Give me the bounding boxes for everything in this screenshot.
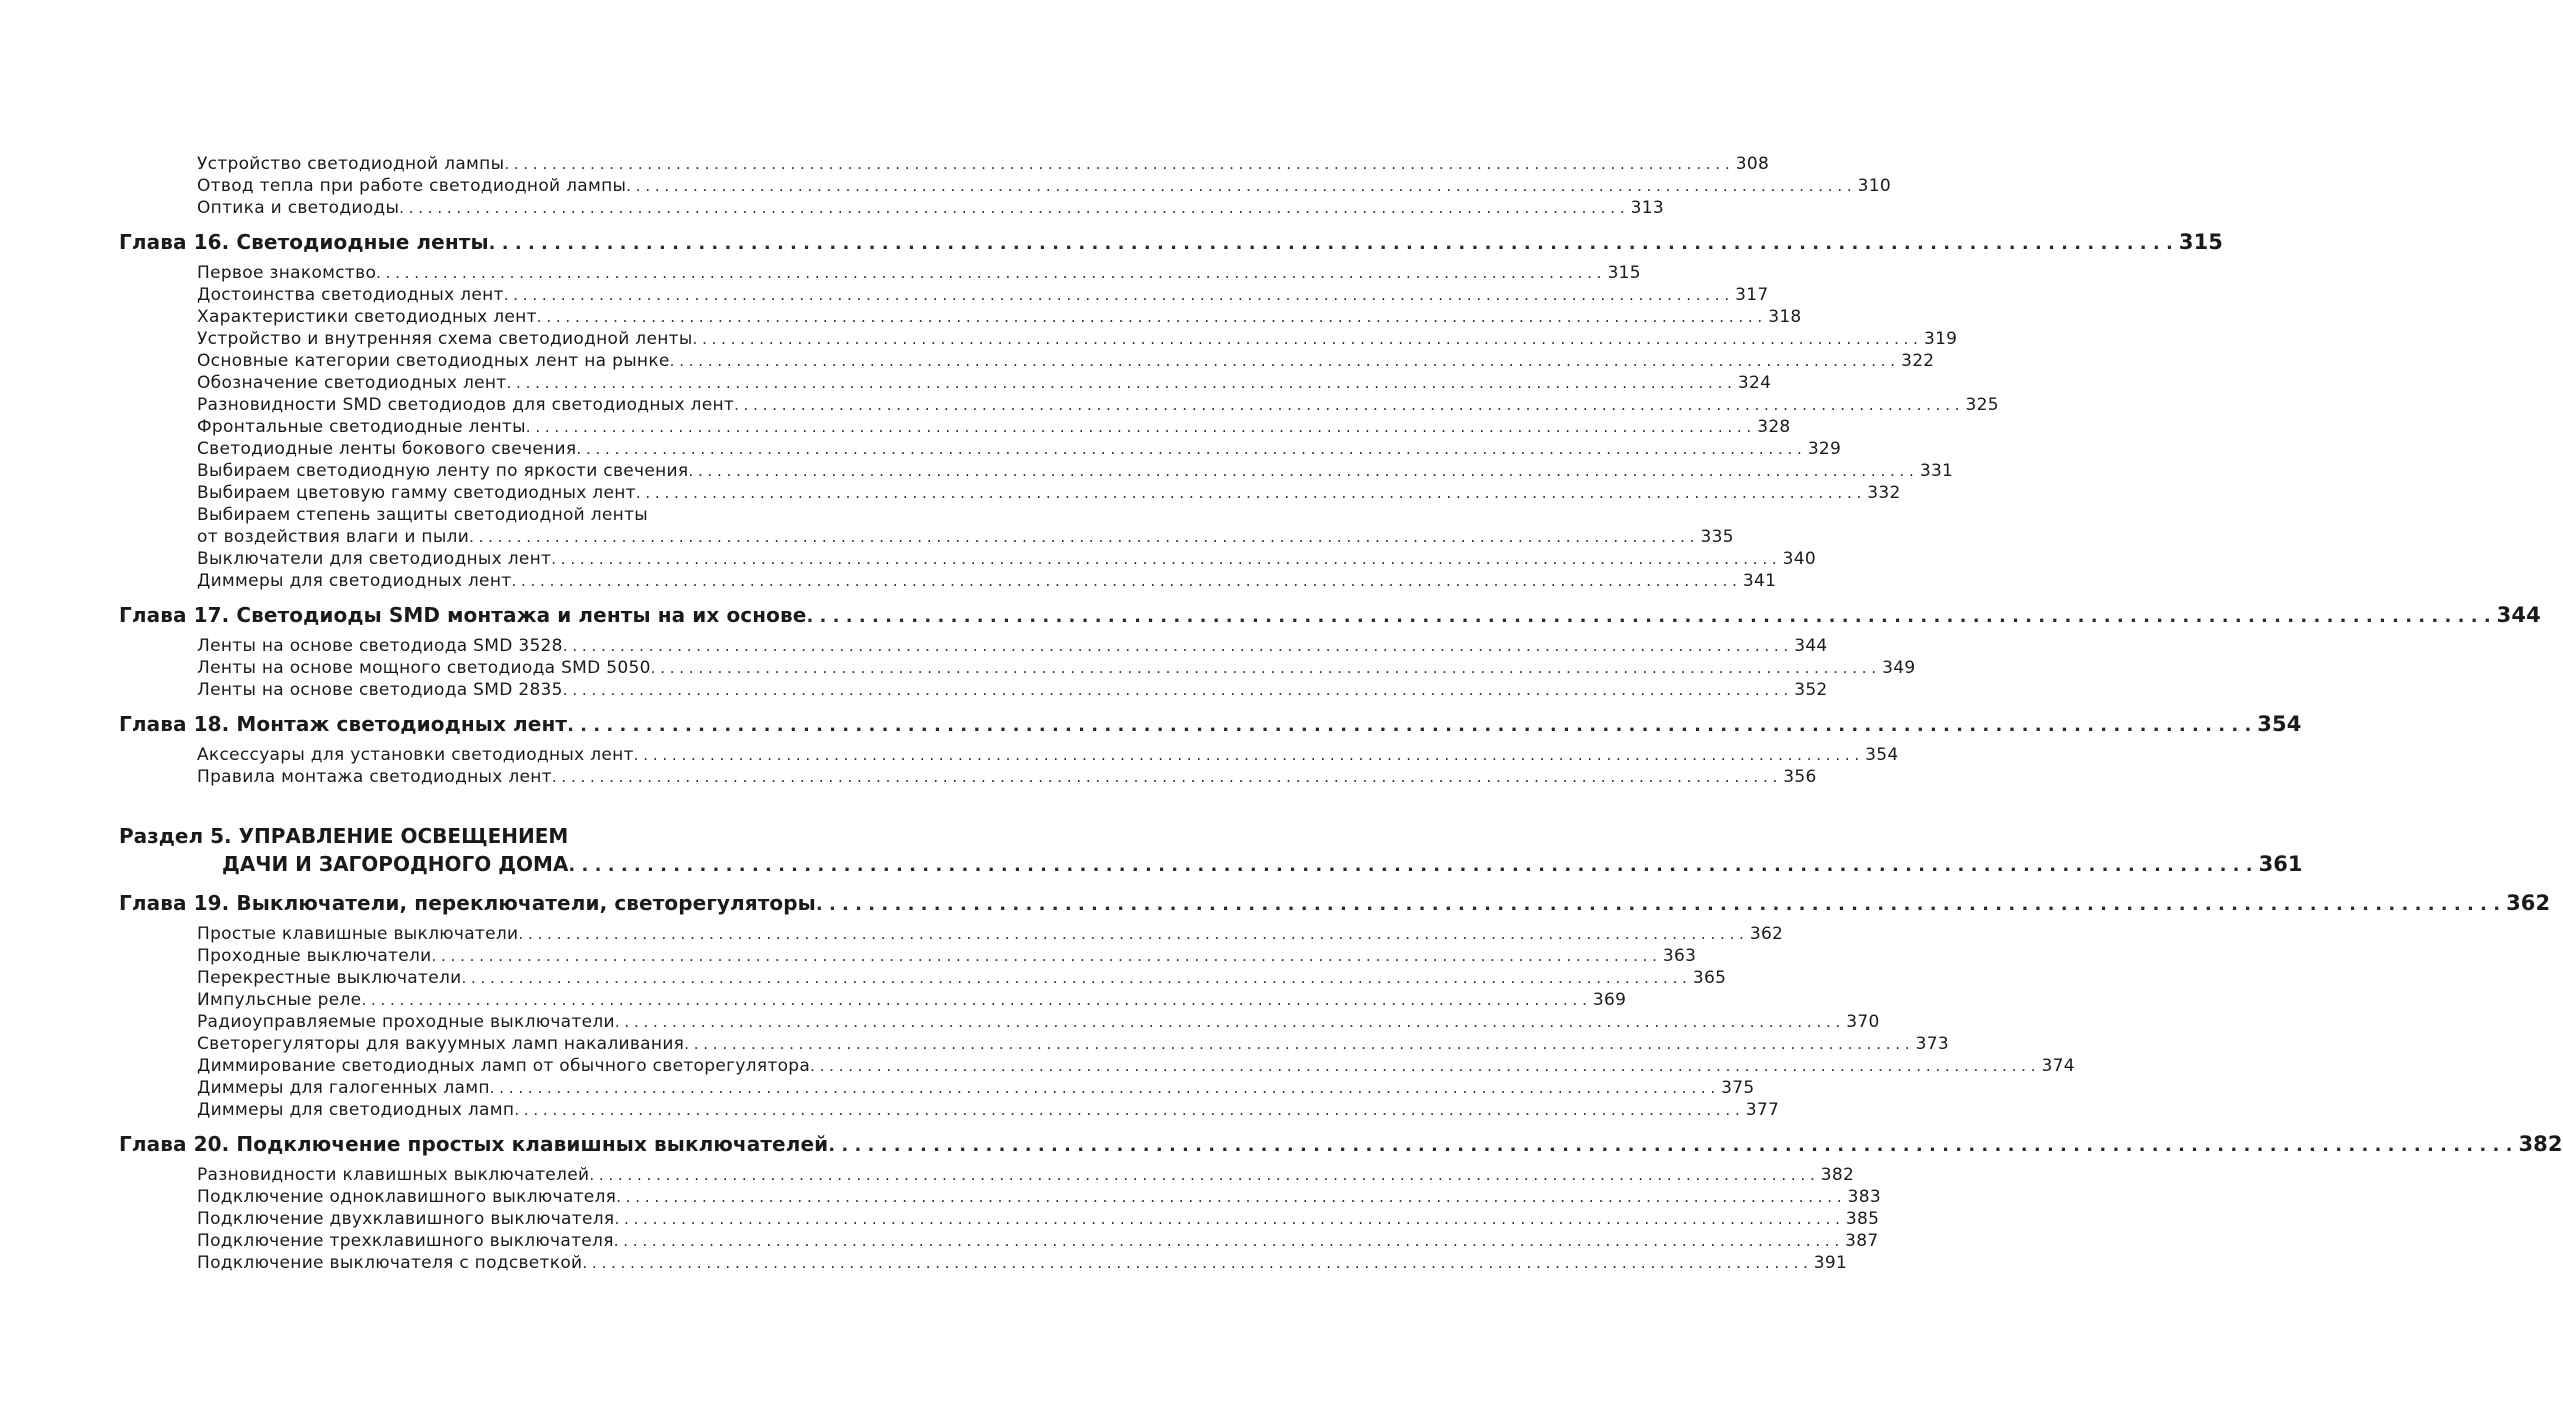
toc-entry bbox=[119, 153, 1770, 175]
toc-entry-title: Характеристики светодиодных лент bbox=[197, 307, 537, 327]
toc-entry-page-number: 329 bbox=[1807, 439, 1842, 459]
toc-entry bbox=[119, 1186, 1881, 1208]
toc-entry-title: Диммеры для светодиодных ламп bbox=[197, 1100, 515, 1120]
dot-leader bbox=[614, 1230, 1839, 1252]
toc-entry-title: Достоинства светодиодных лент bbox=[197, 285, 504, 305]
toc-entry bbox=[119, 482, 1901, 504]
toc-entry-title: Основные категории светодиодных лент на рынке bbox=[197, 351, 670, 371]
toc-entry-page-number: 332 bbox=[1867, 483, 1901, 503]
chapter-heading-title: Глава 16. Светодиодные ленты bbox=[119, 230, 489, 254]
chapter-heading bbox=[119, 889, 2551, 919]
toc-entry-title: Подключение одноклавишного выключателя bbox=[197, 1187, 617, 1207]
toc-entry-page-number: 385 bbox=[1845, 1209, 1880, 1229]
toc-entry-page-number: 344 bbox=[1794, 636, 1828, 656]
toc-entry-first-line: Выбираем степень защиты светодиодной ленты bbox=[197, 505, 648, 525]
toc-entry bbox=[119, 416, 1791, 438]
toc-entry bbox=[119, 945, 1697, 967]
chapter-heading-page-number: 362 bbox=[2506, 891, 2551, 915]
dot-leader bbox=[432, 945, 1657, 967]
toc-entry-page-number: 313 bbox=[1630, 198, 1664, 218]
toc-entry bbox=[119, 197, 1664, 219]
dot-leader bbox=[615, 1011, 1840, 1033]
dot-leader bbox=[511, 570, 1736, 592]
toc-entry-page-number: 375 bbox=[1721, 1078, 1755, 1098]
dot-leader bbox=[810, 1055, 2035, 1077]
dot-leader bbox=[576, 438, 1801, 460]
dot-leader bbox=[399, 197, 1624, 219]
toc-entry-page-number: 370 bbox=[1846, 1012, 1880, 1032]
dot-leader bbox=[376, 262, 1601, 284]
dot-leader bbox=[693, 328, 1918, 350]
chapter-heading-page-number: 382 bbox=[2518, 1132, 2563, 1156]
dot-leader bbox=[490, 1077, 1715, 1099]
toc-entry-title: Устройство и внутренняя схема светодиодной ленты bbox=[197, 329, 693, 349]
toc-entry-page-number: 377 bbox=[1745, 1100, 1780, 1120]
dot-leader bbox=[816, 889, 2500, 919]
toc-entry bbox=[119, 1230, 1879, 1252]
toc-entry-title: Подключение трехклавишного выключателя bbox=[197, 1231, 614, 1251]
toc-entry-title: Выбираем цветовую гамму светодиодных лент bbox=[197, 483, 636, 503]
chapter-heading-title: Глава 17. Светодиоды SMD монтажа и ленты на их основе bbox=[119, 603, 807, 627]
dot-leader bbox=[651, 657, 1876, 679]
chapter-heading-page-number: 315 bbox=[2178, 230, 2223, 254]
chapter-heading-page-number: 354 bbox=[2257, 712, 2302, 736]
table-of-contents bbox=[119, 153, 2563, 1274]
dot-leader bbox=[589, 1164, 1814, 1186]
dot-leader bbox=[514, 1099, 1739, 1121]
toc-entry-title: Диммеры для светодиодных лент bbox=[197, 571, 512, 591]
toc-entry bbox=[119, 460, 1954, 482]
toc-entry bbox=[119, 328, 1958, 350]
toc-entry-title: Разновидности SMD светодиодов для светодиодных лент bbox=[197, 395, 735, 415]
toc-entry bbox=[119, 1208, 1880, 1230]
toc-entry-title: Диммеры для галогенных ламп bbox=[197, 1078, 490, 1098]
toc-entry-page-number: 383 bbox=[1847, 1187, 1881, 1207]
dot-leader bbox=[634, 744, 1859, 766]
toc-entry-title: Подключение выключателя с подсветкой bbox=[197, 1253, 583, 1273]
dot-leader bbox=[636, 482, 1861, 504]
dot-leader bbox=[568, 850, 2252, 880]
toc-entry bbox=[119, 989, 1627, 1011]
toc-entry-title: Оптика и светодиоды bbox=[197, 198, 400, 218]
toc-entry-page-number: 369 bbox=[1592, 990, 1627, 1010]
chapter-heading-page-number: 344 bbox=[2496, 603, 2541, 627]
toc-entry-title: Отвод тепла при работе светодиодной лампы bbox=[197, 176, 627, 196]
toc-entry-page-number: 382 bbox=[1820, 1165, 1855, 1185]
toc-entry bbox=[119, 1077, 1755, 1099]
chapter-heading-title: Глава 19. Выключатели, переключатели, светорегуляторы bbox=[119, 891, 816, 915]
dot-leader bbox=[537, 306, 1762, 328]
dot-leader bbox=[552, 766, 1777, 788]
chapter-heading bbox=[119, 228, 2223, 258]
chapter-heading-title: Глава 20. Подключение простых клавишных выключателей bbox=[119, 1132, 829, 1156]
toc-entry bbox=[119, 635, 1828, 657]
toc-entry-title: Диммирование светодиодных ламп от обычного светорегулятора bbox=[197, 1056, 811, 1076]
toc-entry-title: Разновидности клавишных выключателей bbox=[197, 1165, 590, 1185]
toc-entry bbox=[119, 1033, 1949, 1055]
toc-entry-page-number: 387 bbox=[1845, 1231, 1879, 1251]
dot-leader bbox=[626, 175, 1851, 197]
toc-entry-page-number: 325 bbox=[1965, 395, 1999, 415]
dot-leader bbox=[616, 1186, 1841, 1208]
toc-entry-page-number: 310 bbox=[1857, 176, 1892, 196]
toc-entry bbox=[119, 526, 1734, 548]
toc-entry-title: Импульсные реле bbox=[197, 990, 362, 1010]
toc-entry-page-number: 308 bbox=[1735, 154, 1770, 174]
toc-entry bbox=[119, 372, 1772, 394]
dot-leader bbox=[469, 526, 1694, 548]
toc-entry-title: Первое знакомство bbox=[197, 263, 377, 283]
chapter-heading bbox=[119, 710, 2302, 740]
toc-entry-page-number: 318 bbox=[1768, 307, 1802, 327]
chapter-heading-title: Глава 18. Монтаж светодиодных лент bbox=[119, 712, 568, 736]
toc-entry bbox=[119, 438, 1842, 460]
toc-entry-page-number: 349 bbox=[1882, 658, 1916, 678]
toc-entry-page-number: 322 bbox=[1901, 351, 1935, 371]
toc-entry-page-number: 317 bbox=[1735, 285, 1769, 305]
section-heading bbox=[119, 850, 2303, 880]
toc-entry-title: Радиоуправляемые проходные выключатели bbox=[197, 1012, 615, 1032]
toc-entry-title: Выбираем светодиодную ленту по яркости свечения bbox=[197, 461, 689, 481]
toc-entry-title: Перекрестные выключатели bbox=[197, 968, 462, 988]
toc-entry bbox=[119, 1055, 2075, 1077]
toc-entry bbox=[119, 923, 1784, 945]
toc-entry-title: Простые клавишные выключатели bbox=[197, 924, 519, 944]
dot-leader bbox=[688, 460, 1913, 482]
toc-entry-title: Правила монтажа светодиодных лент bbox=[197, 767, 552, 787]
toc-entry-title: Проходные выключатели bbox=[197, 946, 432, 966]
toc-entry-title: Устройство светодиодной лампы bbox=[197, 154, 505, 174]
toc-entry bbox=[119, 766, 1817, 788]
toc-entry bbox=[119, 744, 1899, 766]
toc-entry bbox=[119, 570, 1777, 592]
section-heading-page-number: 361 bbox=[2258, 852, 2303, 876]
toc-entry-page-number: 319 bbox=[1923, 329, 1958, 349]
toc-entry-page-number: 328 bbox=[1757, 417, 1791, 437]
section-heading-line1: Раздел 5. УПРАВЛЕНИЕ ОСВЕЩЕНИЕМ bbox=[119, 824, 569, 848]
toc-entry-page-number: 362 bbox=[1749, 924, 1784, 944]
toc-entry-title: Выключатели для светодиодных лент bbox=[197, 549, 552, 569]
toc-entry bbox=[119, 394, 1999, 416]
dot-leader bbox=[684, 1033, 1909, 1055]
toc-entry bbox=[119, 262, 1641, 284]
toc-entry-title: Фронтальные светодиодные ленты bbox=[197, 417, 526, 437]
toc-entry-page-number: 365 bbox=[1692, 968, 1727, 988]
section-heading-title: ДАЧИ И ЗАГОРОДНОГО ДОМА bbox=[222, 852, 569, 876]
dot-leader bbox=[670, 350, 1895, 372]
toc-entry-page-number: 335 bbox=[1700, 527, 1734, 547]
toc-entry-page-number: 340 bbox=[1782, 549, 1817, 569]
dot-leader bbox=[526, 416, 1751, 438]
toc-entry bbox=[119, 350, 1935, 372]
toc-entry-page-number: 315 bbox=[1607, 263, 1641, 283]
chapter-heading bbox=[119, 1130, 2563, 1160]
toc-entry bbox=[119, 679, 1828, 701]
toc-entry-title: от воздействия влаги и пыли bbox=[197, 527, 470, 547]
dot-leader bbox=[567, 710, 2251, 740]
toc-entry-page-number: 373 bbox=[1915, 1034, 1949, 1054]
toc-entry-title: Светодиодные ленты бокового свечения bbox=[197, 439, 577, 459]
toc-entry bbox=[119, 284, 1769, 306]
dot-leader bbox=[507, 372, 1732, 394]
toc-entry-title: Светорегуляторы для вакуумных ламп накаливания bbox=[197, 1034, 685, 1054]
toc-entry-page-number: 354 bbox=[1865, 745, 1899, 765]
toc-entry-page-number: 356 bbox=[1783, 767, 1817, 787]
toc-entry-title: Подключение двухклавишного выключателя bbox=[197, 1209, 615, 1229]
dot-leader bbox=[518, 923, 1743, 945]
dot-leader bbox=[489, 228, 2173, 258]
toc-entry bbox=[119, 1099, 1780, 1121]
toc-entry bbox=[119, 1164, 1855, 1186]
toc-entry bbox=[119, 967, 1727, 989]
dot-leader bbox=[806, 601, 2490, 631]
toc-entry-title: Обозначение светодиодных лент bbox=[197, 373, 507, 393]
dot-leader bbox=[828, 1130, 2512, 1160]
dot-leader bbox=[582, 1252, 1807, 1274]
toc-entry bbox=[119, 306, 1802, 328]
toc-entry-page-number: 341 bbox=[1742, 571, 1777, 591]
toc-entry-page-number: 363 bbox=[1662, 946, 1697, 966]
dot-leader bbox=[504, 153, 1729, 175]
toc-entry-page-number: 324 bbox=[1737, 373, 1772, 393]
dot-leader bbox=[614, 1208, 1839, 1230]
dot-leader bbox=[551, 548, 1776, 570]
toc-entry bbox=[119, 657, 1916, 679]
toc-entry bbox=[119, 548, 1817, 570]
dot-leader bbox=[504, 284, 1729, 306]
dot-leader bbox=[563, 679, 1788, 701]
toc-entry-page-number: 391 bbox=[1813, 1253, 1848, 1273]
toc-entry bbox=[119, 1011, 1880, 1033]
dot-leader bbox=[734, 394, 1959, 416]
dot-leader bbox=[461, 967, 1686, 989]
toc-entry bbox=[119, 1252, 1848, 1274]
dot-leader bbox=[361, 989, 1586, 1011]
dot-leader bbox=[563, 635, 1788, 657]
toc-entry-title: Ленты на основе мощного светодиода SMD 5050 bbox=[197, 658, 651, 678]
toc-entry bbox=[119, 175, 1892, 197]
toc-entry-title: Аксессуары для установки светодиодных лент bbox=[197, 745, 634, 765]
toc-entry-page-number: 331 bbox=[1919, 461, 1954, 481]
chapter-heading bbox=[119, 601, 2541, 631]
toc-entry-page-number: 352 bbox=[1794, 680, 1828, 700]
toc-entry-title: Ленты на основе светодиода SMD 2835 bbox=[197, 680, 563, 700]
toc-entry-title: Ленты на основе светодиода SMD 3528 bbox=[197, 636, 563, 656]
toc-entry-page-number: 374 bbox=[2041, 1056, 2075, 1076]
